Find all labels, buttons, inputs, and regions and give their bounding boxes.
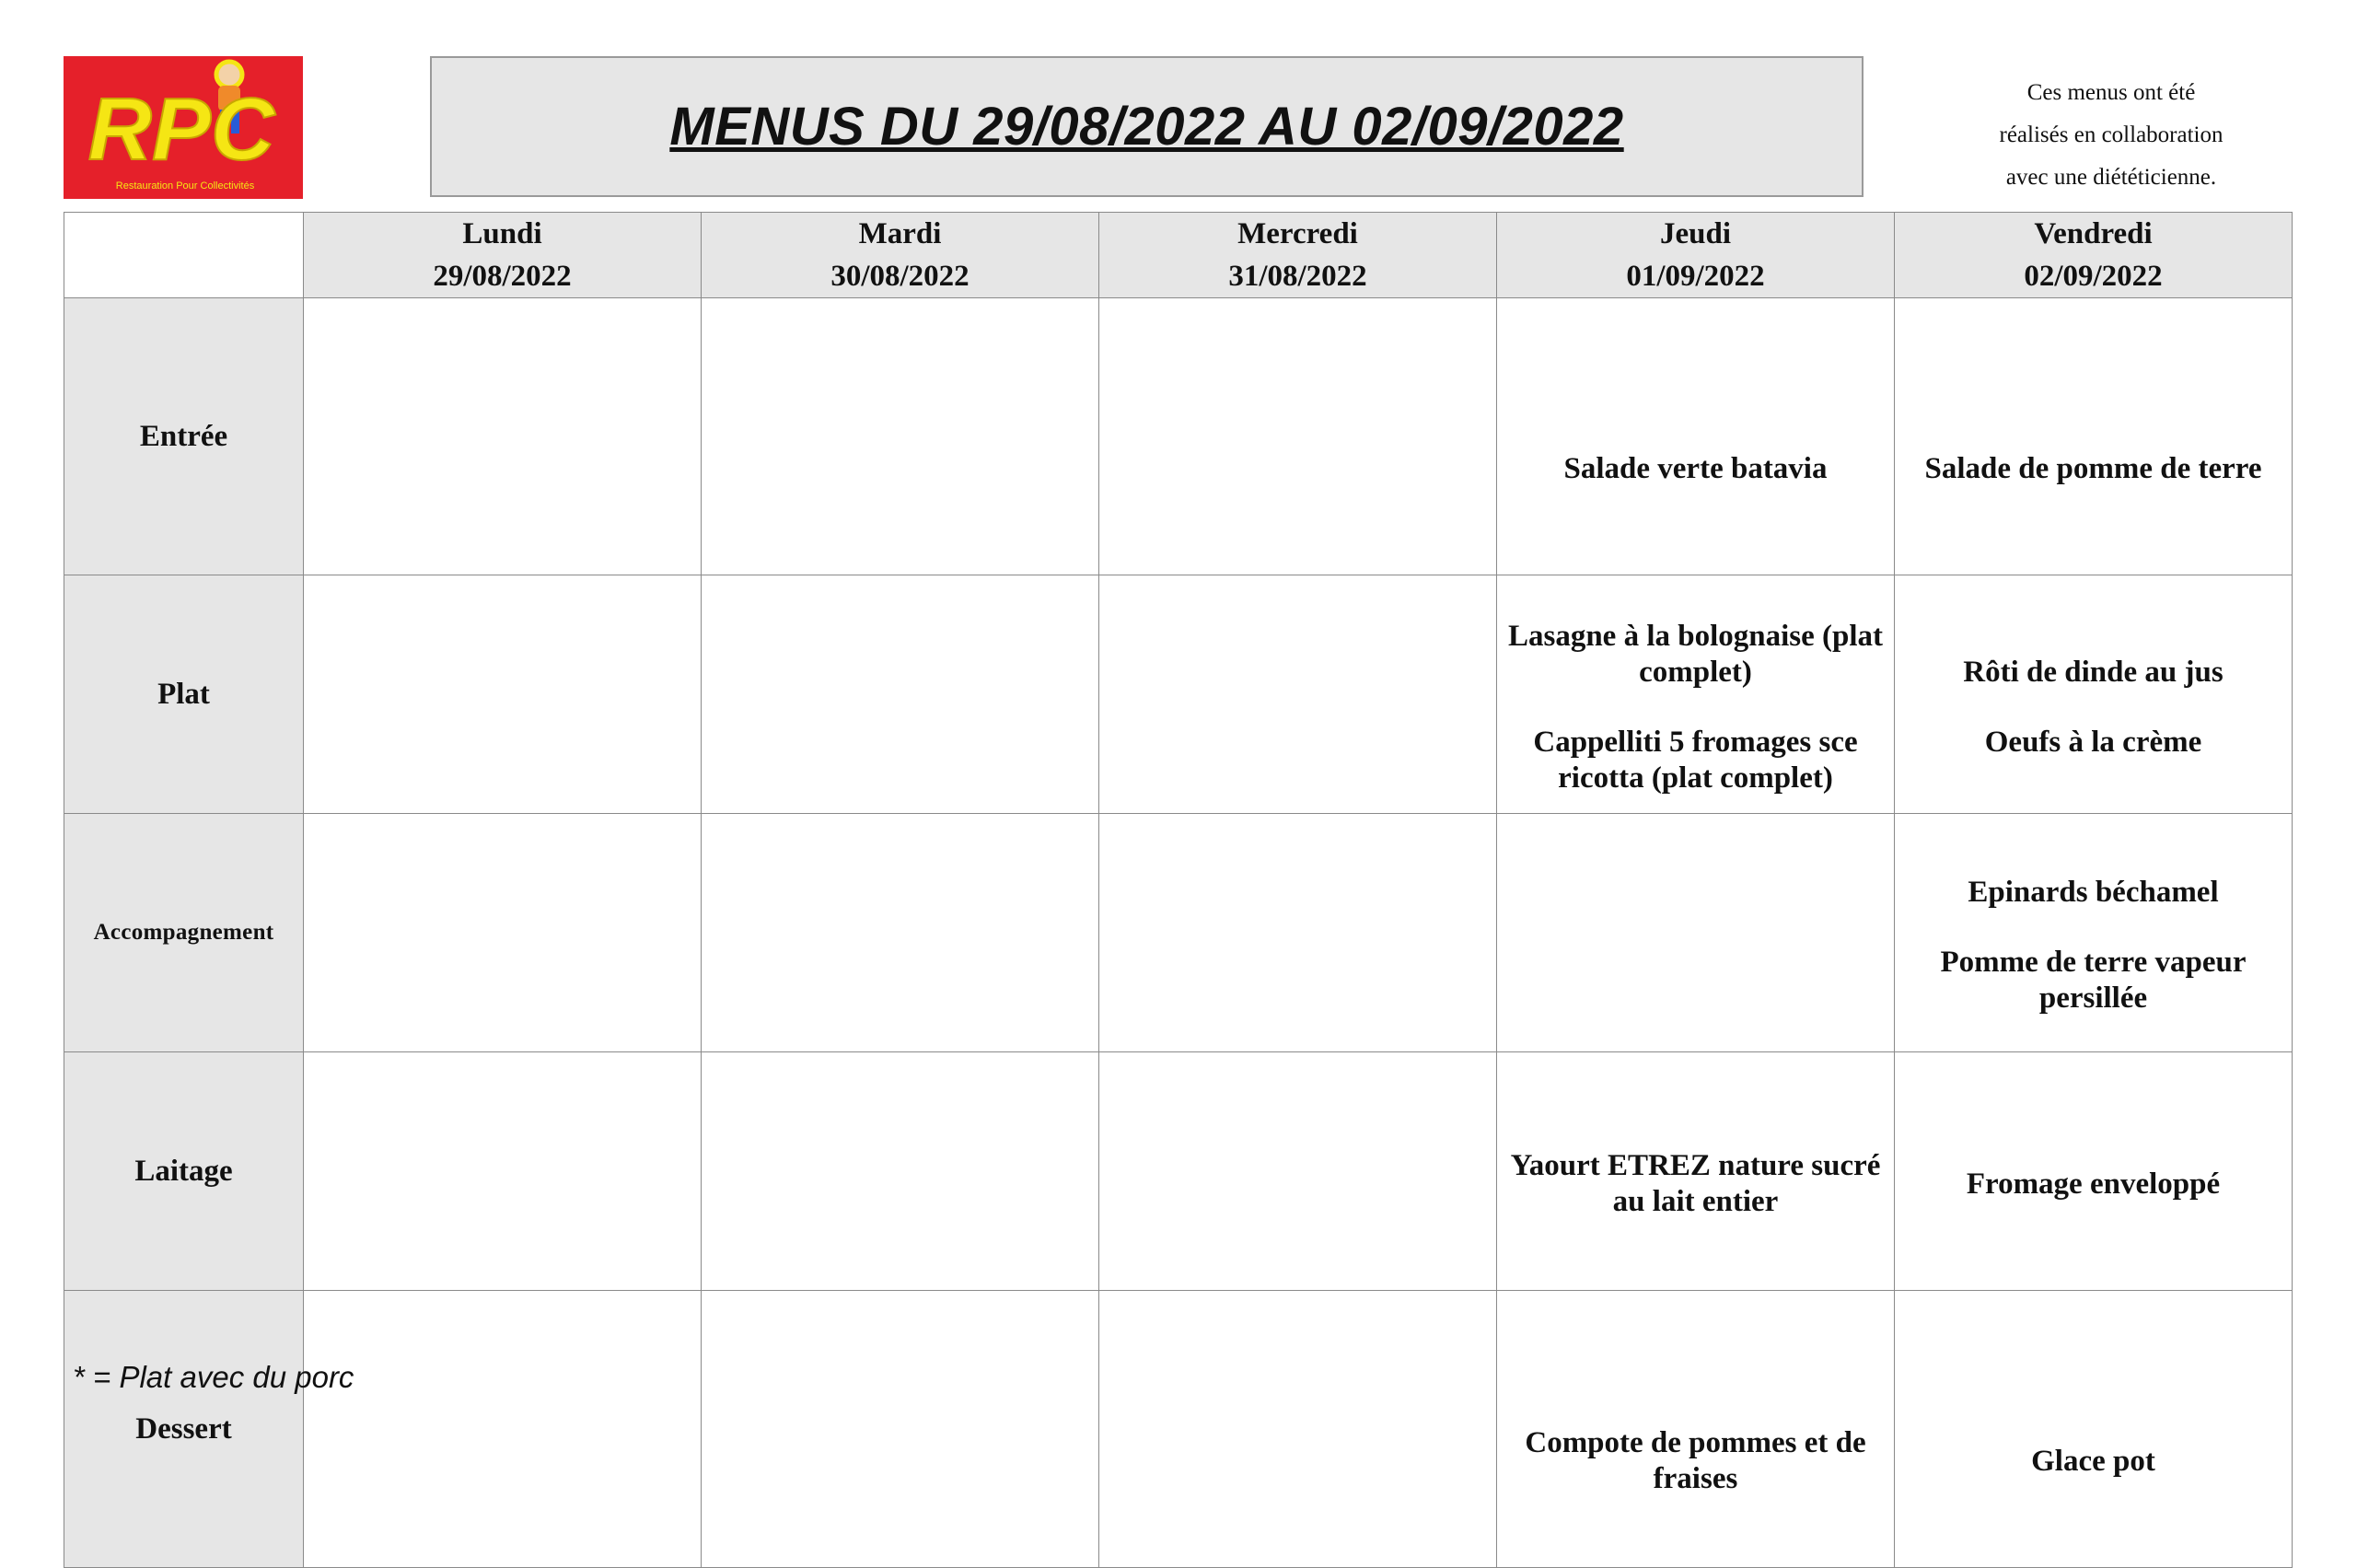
day-date: 29/08/2022 [433, 260, 572, 293]
menu-cell [1099, 814, 1497, 1052]
day-name: Mardi [858, 217, 942, 250]
menu-item: Yaourt ETREZ nature sucré au lait entier [1510, 1149, 1881, 1218]
menu-cell [1497, 1291, 1895, 1568]
menu-cell [1497, 575, 1895, 814]
menu-item: Pomme de terre vapeur persillée [1940, 946, 2247, 1015]
menu-cell [1497, 298, 1895, 575]
day-header [1497, 213, 1895, 298]
rpc-logo [64, 56, 303, 199]
course-row [64, 298, 2293, 575]
menu-item: Epinards béchamel [1968, 876, 2219, 909]
course-label: Plat [64, 575, 304, 814]
menu-cell [1497, 1052, 1895, 1291]
menu-item: Cappelliti 5 fromages sce ricotta (plat complet) [1533, 725, 1858, 795]
menu-cell [702, 1291, 1099, 1568]
page-title: MENUS DU 29/08/2022 AU 02/09/2022 [669, 97, 1624, 157]
logo-letters: RPC [87, 80, 275, 179]
menu-item: Oeufs à la crème [1984, 725, 2202, 759]
menu-cell [1895, 1291, 2293, 1568]
course-row [64, 814, 2293, 1052]
day-name: Mercredi [1237, 217, 1358, 250]
item-gap [1902, 911, 2284, 945]
day-name: Jeudi [1659, 217, 1732, 250]
menu-cell [1099, 1052, 1497, 1291]
course-label: Laitage [64, 1052, 304, 1291]
menu-item: Fromage enveloppé [1966, 1167, 2221, 1201]
note-line: Ces menus ont été [2026, 80, 2196, 105]
menu-cell [1895, 575, 2293, 814]
day-header [1099, 213, 1497, 298]
menu-item: Rôti de dinde au jus [1963, 655, 2223, 689]
menu-cell [1099, 575, 1497, 814]
menu-cell [304, 298, 702, 575]
menu-item: Salade verte batavia [1563, 451, 1828, 485]
menu-cell [1895, 814, 2293, 1052]
day-header-row [64, 213, 2293, 298]
day-date: 30/08/2022 [830, 260, 970, 293]
note-line: avec une diététicienne. [2005, 165, 2217, 190]
course-row [64, 575, 2293, 814]
course-row [64, 1291, 2293, 1568]
course-label: Dessert [64, 1291, 304, 1568]
menu-cell [1895, 298, 2293, 575]
course-row [64, 1052, 2293, 1291]
logo-tagline: Restauration Pour Collectivités [115, 180, 255, 192]
day-name: Vendredi [2034, 217, 2153, 250]
pork-footnote: * = Plat avec du porc [73, 1360, 354, 1394]
menu-cell [702, 298, 1099, 575]
day-date: 01/09/2022 [1626, 260, 1765, 293]
menu-cell [304, 575, 702, 814]
menu-item: Glace pot [2031, 1444, 2155, 1478]
note-line: réalisés en collaboration [1999, 122, 2223, 147]
menu-cell [1099, 1291, 1497, 1568]
menu-cell [702, 575, 1099, 814]
item-gap [1504, 691, 1887, 725]
menu-table [64, 212, 2293, 1568]
menu-cell [304, 814, 702, 1052]
menu-item: Compote de pommes et de fraises [1525, 1426, 1866, 1495]
day-header [702, 213, 1099, 298]
dietitian-note [1943, 72, 2280, 199]
day-date: 31/08/2022 [1228, 260, 1367, 293]
corner-cell [64, 213, 304, 298]
menu-item: Salade de pomme de terre [1924, 451, 2262, 485]
menu-cell [1099, 298, 1497, 575]
course-label: Accompagnement [64, 814, 304, 1052]
menu-cell [702, 814, 1099, 1052]
menu-cell [1895, 1052, 2293, 1291]
menu-cell [1497, 814, 1895, 1052]
item-gap [1902, 691, 2284, 725]
menu-cell [702, 1052, 1099, 1291]
day-date: 02/09/2022 [2024, 260, 2163, 293]
menu-item: Lasagne à la bolognaise (plat complet) [1507, 619, 1884, 689]
menu-cell [304, 1052, 702, 1291]
course-label: Entrée [64, 298, 304, 575]
day-header [304, 213, 702, 298]
day-header [1895, 213, 2293, 298]
title-banner [430, 56, 1864, 197]
day-name: Lundi [462, 217, 542, 250]
menu-cell [304, 1291, 702, 1568]
